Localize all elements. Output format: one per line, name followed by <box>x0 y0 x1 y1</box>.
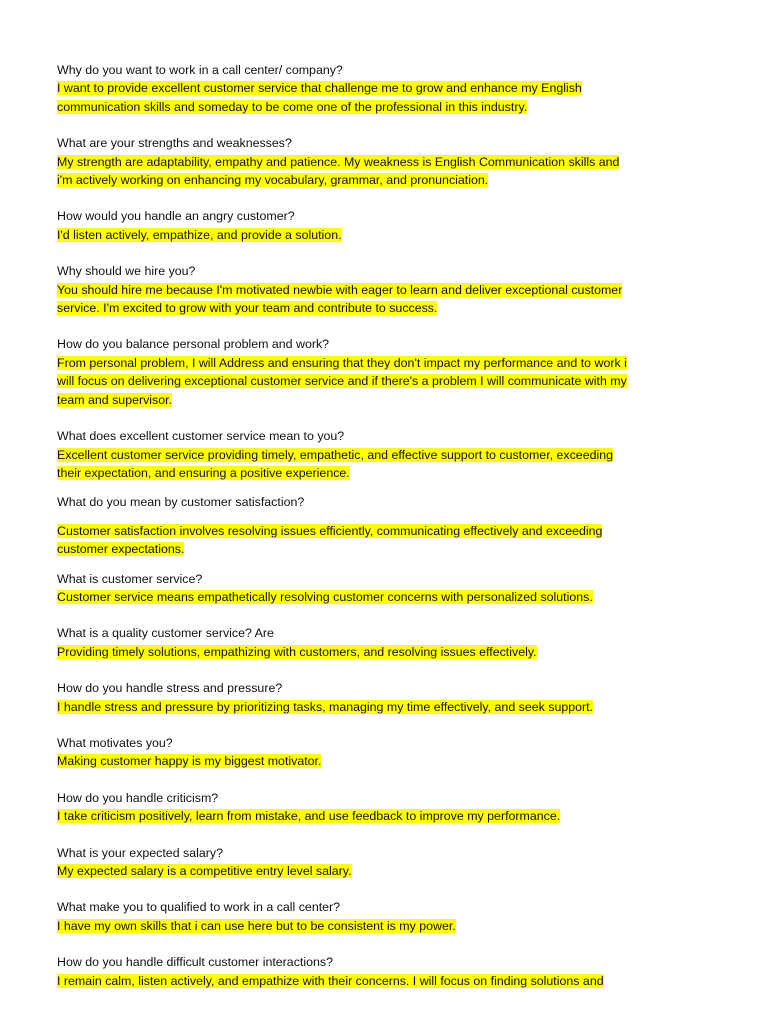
answer-line: Excellent customer service providing timely, empathetic, and effective support to customer, exceeding <box>57 447 614 462</box>
answer <box>57 522 717 559</box>
answer <box>57 862 717 880</box>
question: What motivates you? <box>57 735 173 750</box>
question: What are your strengths and weaknesses? <box>57 136 292 151</box>
answer <box>57 446 717 483</box>
answer-line: I remain calm, listen actively, and empathize with their concerns. I will focus on finding solutions and <box>57 973 604 988</box>
answer-line: team and supervisor. <box>57 392 173 407</box>
answer <box>57 153 717 190</box>
answer-line: will focus on delivering exceptional customer service and if there's a problem I will communicate with my <box>57 374 627 389</box>
answer-line: their expectation, and ensuring a positive experience. <box>57 465 350 480</box>
qa-item-11 <box>57 734 717 771</box>
question: What make you to qualified to work in a call center? <box>57 900 341 915</box>
question: How would you handle an angry customer? <box>57 209 295 224</box>
qa-item-14 <box>57 898 717 935</box>
document-page <box>57 61 717 990</box>
qa-item-7 <box>57 493 717 558</box>
answer-line: I handle stress and pressure by prioritizing tasks, managing my time effectively, and seek support. <box>57 699 594 714</box>
question: What is your expected salary? <box>57 845 223 860</box>
question: What is a quality customer service? Are <box>57 626 274 641</box>
qa-item-12 <box>57 789 717 826</box>
answer-line: customer expectations. <box>57 542 185 557</box>
answer-line: My strength are adaptability, empathy and patience. My weakness is English Communication skills and <box>57 154 620 169</box>
answer-line: service. I'm excited to grow with your team and contribute to success. <box>57 301 438 316</box>
answer-line: My expected salary is a competitive entry level salary. <box>57 864 352 878</box>
answer-line: You should hire me because I'm motivated newbie with eager to learn and deliver exceptional customer <box>57 282 623 297</box>
question: Why do you want to work in a call center/ company? <box>57 63 343 77</box>
answer <box>57 588 717 606</box>
answer-line: Making customer happy is my biggest motivator. <box>57 754 322 769</box>
qa-item-15 <box>57 953 717 990</box>
answer-line: i'm actively working on enhancing my vocabulary, grammar, and pronunciation. <box>57 173 489 188</box>
answer-line: From personal problem, I will Address and ensuring that they don't impact my performance and to work i <box>57 355 627 370</box>
answer <box>57 281 717 318</box>
qa-item-2 <box>57 134 717 189</box>
answer <box>57 972 717 990</box>
answer <box>57 354 717 409</box>
answer-line: I take criticism positively, learn from mistake, and use feedback to improve my performance. <box>57 809 561 824</box>
question: How do you balance personal problem and work? <box>57 337 330 352</box>
answer-line: Customer service means empathetically resolving customer concerns with personalized solutions. <box>57 589 593 604</box>
qa-item-9 <box>57 624 717 661</box>
answer <box>57 79 717 116</box>
qa-item-4 <box>57 262 717 317</box>
qa-item-1 <box>57 61 717 116</box>
question: Why should we hire you? <box>57 264 196 279</box>
answer-line: I'd listen actively, empathize, and provide a solution. <box>57 227 342 242</box>
answer-line: I have my own skills that i can use here but to be consistent is my power. <box>57 918 456 933</box>
qa-item-13 <box>57 844 717 881</box>
answer <box>57 917 717 935</box>
answer <box>57 752 717 770</box>
qa-item-10 <box>57 679 717 716</box>
answer-line: Providing timely solutions, empathizing with customers, and resolving issues effectively. <box>57 644 537 659</box>
question: What does excellent customer service mean to you? <box>57 429 345 444</box>
answer <box>57 698 717 716</box>
qa-item-6 <box>57 427 717 482</box>
qa-item-3 <box>57 207 717 244</box>
question: What is customer service? <box>57 571 203 586</box>
question: How do you handle difficult customer interactions? <box>57 955 333 970</box>
answer <box>57 643 717 661</box>
answer-line: Customer satisfaction involves resolving issues efficiently, communicating effectively and exceeding <box>57 523 603 538</box>
answer-line: I want to provide excellent customer service that challenge me to grow and enhance my English <box>57 81 582 96</box>
answer <box>57 226 717 244</box>
question: How do you handle criticism? <box>57 790 219 805</box>
answer-line: communication skills and someday to be come one of the professional in this industry. <box>57 99 528 114</box>
qa-item-8 <box>57 570 717 607</box>
question: What do you mean by customer satisfaction? <box>57 495 305 510</box>
qa-item-5 <box>57 335 717 409</box>
question: How do you handle stress and pressure? <box>57 681 283 696</box>
answer <box>57 807 717 825</box>
